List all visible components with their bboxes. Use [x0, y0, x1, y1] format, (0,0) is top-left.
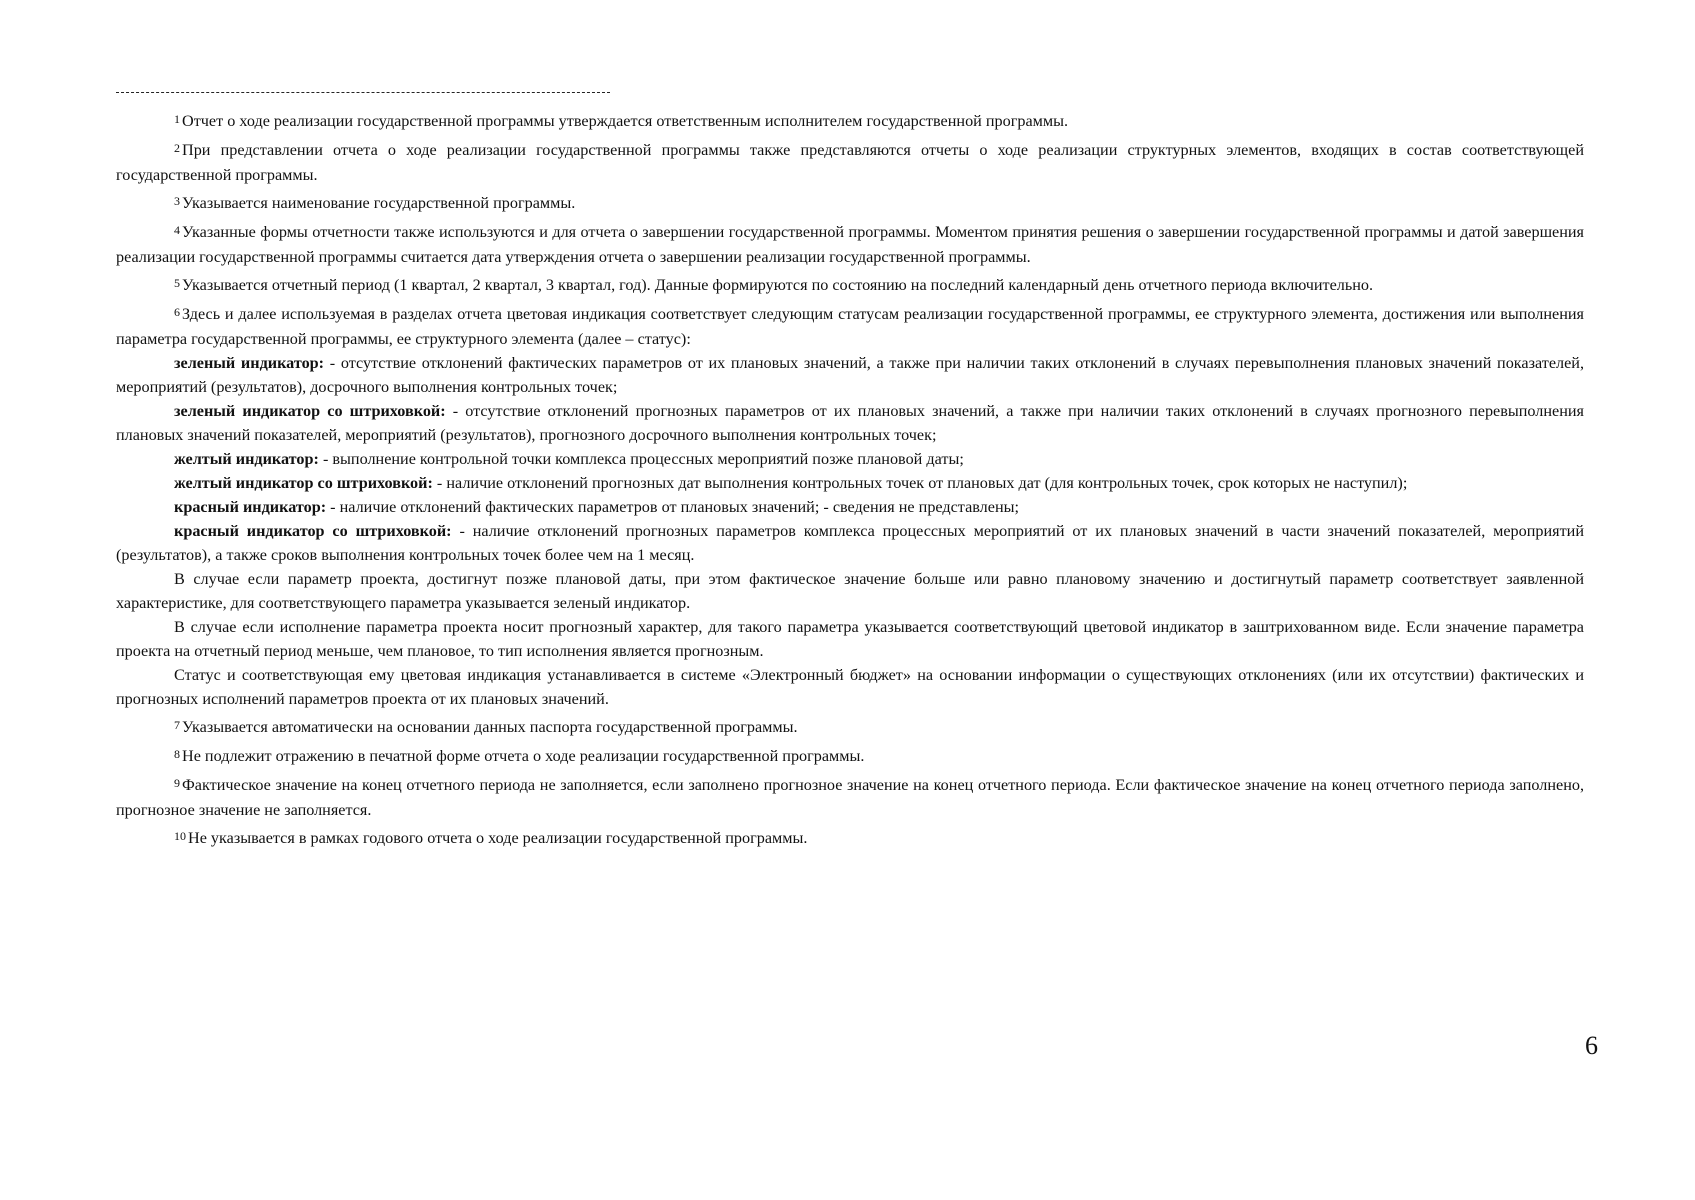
indicator-term: зеленый индикатор со штриховкой:: [174, 402, 446, 420]
footnote-text: Не подлежит отражению в печатной форме отчета о ходе реализации государственной программы.: [182, 747, 865, 765]
footnote-text: Не указывается в рамках годового отчета о ходе реализации государственной программы.: [188, 829, 808, 847]
footnote-text: Указывается наименование государственной программы.: [182, 194, 576, 212]
indicator-term: желтый индикатор со штриховкой:: [174, 474, 433, 492]
indicator-term: желтый индикатор:: [174, 450, 319, 468]
indicator-term: красный индикатор:: [174, 498, 327, 516]
indicator-yellow-hatched: [116, 471, 1584, 495]
footnotes-section: [116, 92, 1584, 855]
footnote-text: Указывается автоматически на основании данных паспорта государственной программы.: [182, 718, 798, 736]
indicator-description: - наличие отклонений прогнозных параметров комплекса процессных мероприятий от их плановых значений в части значений показателей, мероприятий (результатов), а также сроков выполнения контрольных точек более чем на 1 месяц.: [116, 522, 1585, 564]
footnote-separator: [116, 92, 610, 93]
footnote-marker: 8: [174, 747, 180, 761]
footnote-text: Отчет о ходе реализации государственной программы утверждается ответственным исполнителем государственной программы.: [182, 112, 1069, 130]
indicator-green: [116, 351, 1584, 399]
indicator-green-hatched: [116, 399, 1584, 447]
footnote-2: [116, 138, 1584, 187]
indicator-red: [116, 495, 1584, 519]
footnote-marker: 5: [174, 276, 180, 290]
footnote-text: Фактическое значение на конец отчетного периода не заполняется, если заполнено прогнозное значение на конец отчетного периода. Если фактическое значение на конец отчетного периода заполнено, прогнозное значение не заполняется.: [116, 776, 1584, 819]
footnote-text: Указывается отчетный период (1 квартал, 2 квартал, 3 квартал, год). Данные формируются по состоянию на последний календарный день отчетного периода включительно.: [182, 276, 1374, 294]
footnote-1: [116, 109, 1584, 134]
footnote-marker: 3: [174, 194, 180, 208]
footnote-3: [116, 191, 1584, 216]
footnote-marker: 6: [174, 305, 180, 319]
footnote-marker: 7: [174, 718, 180, 732]
indicator-description: - наличие отклонений прогнозных дат выполнения контрольных точек от плановых дат (для контрольных точек, срок которых не наступил);: [432, 474, 1408, 492]
indicator-term: красный индикатор со штриховкой:: [174, 522, 452, 540]
footnote-4: [116, 220, 1584, 269]
page-number: 6: [1585, 1031, 1598, 1060]
indicator-description: - выполнение контрольной точки комплекса процессных мероприятий позже плановой даты;: [318, 450, 964, 468]
footnote-5: [116, 273, 1584, 298]
footnote-marker: 1: [174, 112, 180, 126]
footnote-8: [116, 744, 1584, 769]
footnote-text: При представлении отчета о ходе реализации государственной программы также представляются отчеты о ходе реализации структурных элементов, входящих в состав соответствующей государственной программы.: [116, 141, 1584, 184]
footnote-marker: 2: [174, 141, 180, 155]
footnote-9: [116, 773, 1584, 822]
footnote-text: Здесь и далее используемая в разделах отчета цветовая индикация соответствует следующим статусам реализации государственной программы, ее структурного элемента, достижения или выполнения параметра государственной программы, ее структурного элемента (далее – статус):: [116, 305, 1584, 348]
footnote-6: [116, 302, 1584, 351]
indicator-description: - наличие отклонений фактических параметров от плановых значений; - сведения не представлены;: [326, 498, 1019, 516]
footnote-marker: 9: [174, 776, 180, 790]
footnote-marker: 4: [174, 223, 180, 237]
indicator-red-hatched: [116, 519, 1584, 567]
indicator-description: - отсутствие отклонений прогнозных параметров от их плановых значений, а также при наличии таких отклонений в случаях прогнозного перевыполнения плановых значений показателей, мероприятий (результатов), прогнозного досрочного выполнения контрольных точек;: [116, 402, 1584, 444]
indicator-term: зеленый индикатор:: [174, 354, 325, 372]
footnote-text: Указанные формы отчетности также используются и для отчета о завершении государственной программы. Моментом принятия решения о завершении государственной программы и датой завершения реализации государственной программы считается дата утверждения отчета о завершении реализации государственной программы.: [116, 223, 1584, 266]
indicator-yellow: [116, 447, 1584, 471]
footnote-7: [116, 715, 1584, 740]
indicator-description: - отсутствие отклонений фактических параметров от их плановых значений, а также при наличии таких отклонений в случаях перевыполнения плановых значений показателей, мероприятий (результатов), досрочного выполнения контрольных точек;: [116, 354, 1584, 396]
paragraph-late-parameter: В случае если параметр проекта, достигнут позже плановой даты, при этом фактическое значение больше или равно плановому значению и достигнутый параметр соответствует заявленной характеристике, для соответствующего параметра указывается зеленый индикатор.: [116, 570, 1584, 612]
footnote-marker: 10: [174, 829, 186, 843]
paragraph-status-system: Статус и соответствующая ему цветовая индикация устанавливается в системе «Электронный бюджет» на основании информации о существующих отклонениях (или их отсутствии) фактических и прогнозных исполнений параметров проекта от их плановых значений.: [116, 666, 1584, 708]
footnote-10: [116, 826, 1584, 851]
paragraph-forecast-parameter: В случае если исполнение параметра проекта носит прогнозный характер, для такого параметра указывается соответствующий цветовой индикатор в заштрихованном виде. Если значение параметра проекта на отчетный период меньше, чем плановое, то тип исполнения является прогнозным.: [116, 618, 1584, 660]
